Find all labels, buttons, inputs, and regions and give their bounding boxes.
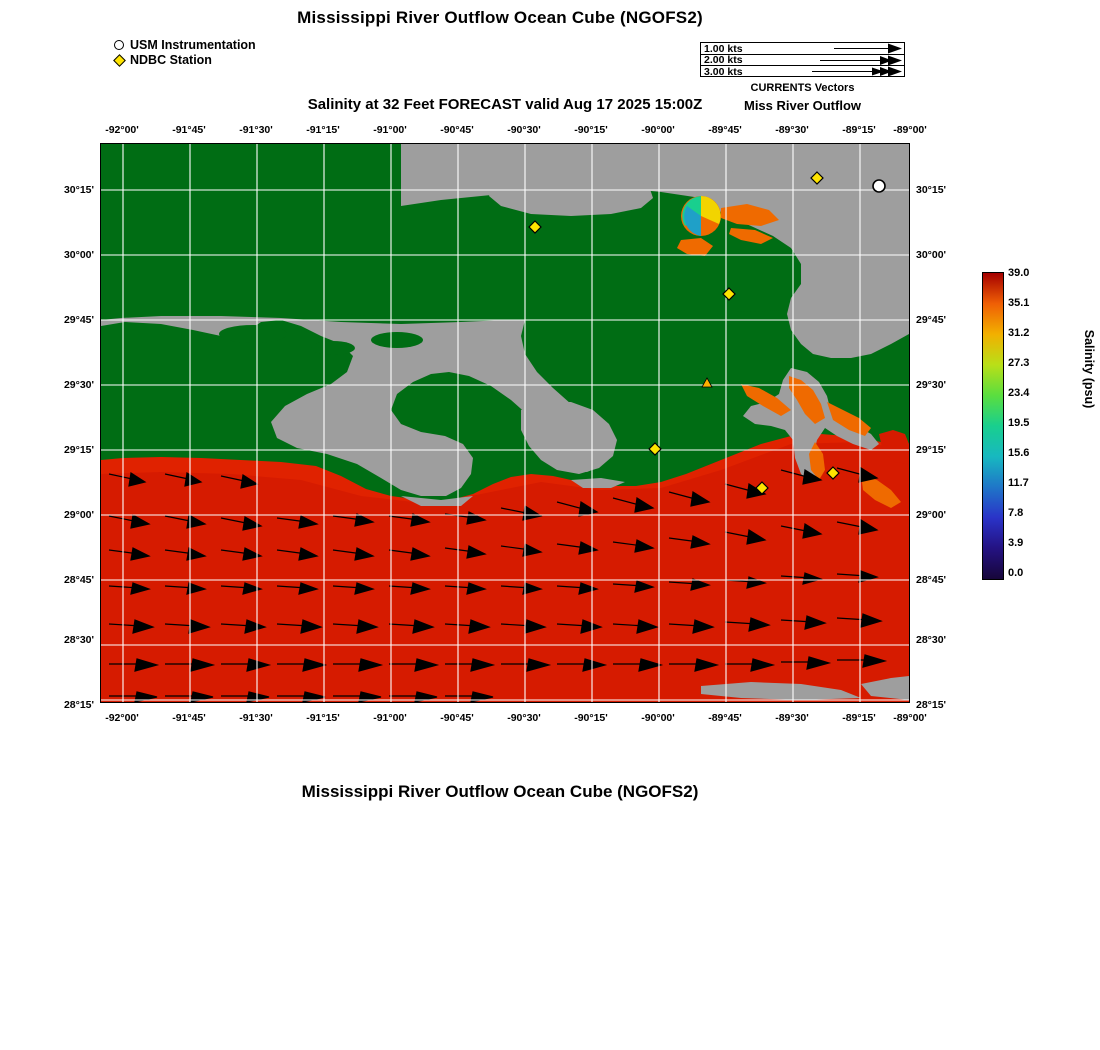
x-tick-label: -91°00'	[373, 712, 407, 724]
y-tick-label: 30°00'	[916, 249, 947, 261]
x-tick-label: -91°45'	[172, 712, 206, 724]
x-tick-label: -89°00'	[893, 712, 927, 724]
open-circle-icon	[110, 38, 128, 52]
forecast-subtitle: Salinity at 32 Feet FORECAST valid Aug 17 2025 15:00Z	[307, 96, 703, 113]
x-tick-label: -90°15'	[574, 712, 608, 724]
y-tick-label: 29°30'	[916, 379, 947, 391]
x-tick-label: -92°00'	[105, 124, 139, 136]
x-tick-label: -91°45'	[172, 124, 206, 136]
current-vector-key	[700, 42, 905, 77]
map-legend	[110, 38, 256, 68]
arrow-icon	[806, 66, 904, 77]
y-tick-label: 28°30'	[63, 634, 94, 646]
x-tick-label: -90°00'	[641, 712, 675, 724]
inland-lake	[371, 332, 423, 348]
footer-title: Mississippi River Outflow Ocean Cube (NGOFS2)	[301, 782, 699, 801]
inland-lake	[311, 341, 355, 355]
y-tick-label: 28°45'	[63, 574, 94, 586]
x-tick-label: -91°30'	[239, 124, 273, 136]
y-tick-label: 28°30'	[916, 634, 947, 646]
x-tick-label: -90°30'	[507, 124, 541, 136]
vector-key-row	[701, 55, 904, 67]
colorbar-tick: 19.5	[1008, 417, 1030, 429]
x-tick-label: -89°15'	[842, 712, 876, 724]
map-canvas[interactable]	[101, 144, 909, 702]
x-tick-label: -90°30'	[507, 712, 541, 724]
overlay-caption: Miss River Outflow	[743, 98, 862, 113]
yellow-diamond-icon	[110, 53, 128, 67]
legend-item-label: USM Instrumentation	[130, 37, 256, 52]
colorbar-tick: 15.6	[1008, 447, 1030, 459]
y-tick-label: 30°15'	[916, 184, 947, 196]
y-tick-label: 28°15'	[916, 699, 947, 711]
y-tick-label: 28°45'	[916, 574, 947, 586]
colorbar-tick: 39.0	[1008, 267, 1030, 279]
colorbar-tick: 31.2	[1008, 327, 1030, 339]
vector-key-row	[701, 66, 904, 78]
vector-key-label: 3.00 kts	[704, 65, 743, 78]
map-plot-area[interactable]	[100, 143, 910, 703]
usm-instrumentation-marker	[873, 180, 885, 192]
salinity-plume-borgne	[681, 196, 721, 236]
y-tick-label: 28°15'	[63, 699, 94, 711]
legend-item-label: NDBC Station	[130, 52, 212, 67]
x-tick-label: -90°45'	[440, 712, 474, 724]
y-tick-label: 29°00'	[916, 509, 947, 521]
colorbar-tick: 0.0	[1008, 567, 1024, 579]
x-tick-label: -92°00'	[105, 712, 139, 724]
y-tick-label: 29°45'	[63, 314, 94, 326]
x-tick-label: -90°15'	[574, 124, 608, 136]
x-tick-label: -91°15'	[306, 124, 340, 136]
colorbar-tick: 35.1	[1008, 297, 1030, 309]
y-tick-label: 29°30'	[63, 379, 94, 391]
y-tick-label: 30°00'	[63, 249, 94, 261]
x-tick-label: -91°30'	[239, 712, 273, 724]
colorbar-title: Salinity (psu)	[1082, 329, 1097, 409]
inland-lake	[219, 325, 287, 343]
arrow-icon	[806, 55, 904, 66]
arrow-icon	[806, 43, 904, 54]
x-tick-label: -90°45'	[440, 124, 474, 136]
y-tick-label: 29°15'	[916, 444, 947, 456]
colorbar-tick: 11.7	[1008, 477, 1029, 489]
colorbar-gradient	[982, 272, 1004, 580]
x-tick-label: -89°00'	[893, 124, 927, 136]
x-tick-label: -90°00'	[641, 124, 675, 136]
y-tick-label: 30°15'	[63, 184, 94, 196]
legend-item-usm	[110, 38, 256, 52]
x-tick-label: -89°45'	[708, 124, 742, 136]
page-title: Mississippi River Outflow Ocean Cube (NGOFS2)	[297, 8, 703, 27]
colorbar-tick: 23.4	[1008, 387, 1030, 399]
x-tick-label: -89°30'	[775, 712, 809, 724]
x-tick-label: -91°15'	[306, 712, 340, 724]
colorbar-tick: 27.3	[1008, 357, 1030, 369]
vector-key-label: 1.00 kts	[704, 42, 743, 55]
x-tick-label: -89°30'	[775, 124, 809, 136]
y-tick-label: 29°15'	[63, 444, 94, 456]
colorbar-tick: 3.9	[1008, 537, 1024, 549]
x-tick-label: -91°00'	[373, 124, 407, 136]
x-tick-label: -89°45'	[708, 712, 742, 724]
currents-vectors-caption: CURRENTS Vectors	[750, 82, 855, 94]
colorbar-tick: 7.8	[1008, 507, 1024, 519]
vector-key-row	[701, 43, 904, 55]
vector-key-label: 2.00 kts	[704, 54, 743, 67]
y-tick-label: 29°00'	[63, 509, 94, 521]
y-tick-label: 29°45'	[916, 314, 947, 326]
x-tick-label: -89°15'	[842, 124, 876, 136]
legend-item-ndbc	[110, 53, 256, 67]
